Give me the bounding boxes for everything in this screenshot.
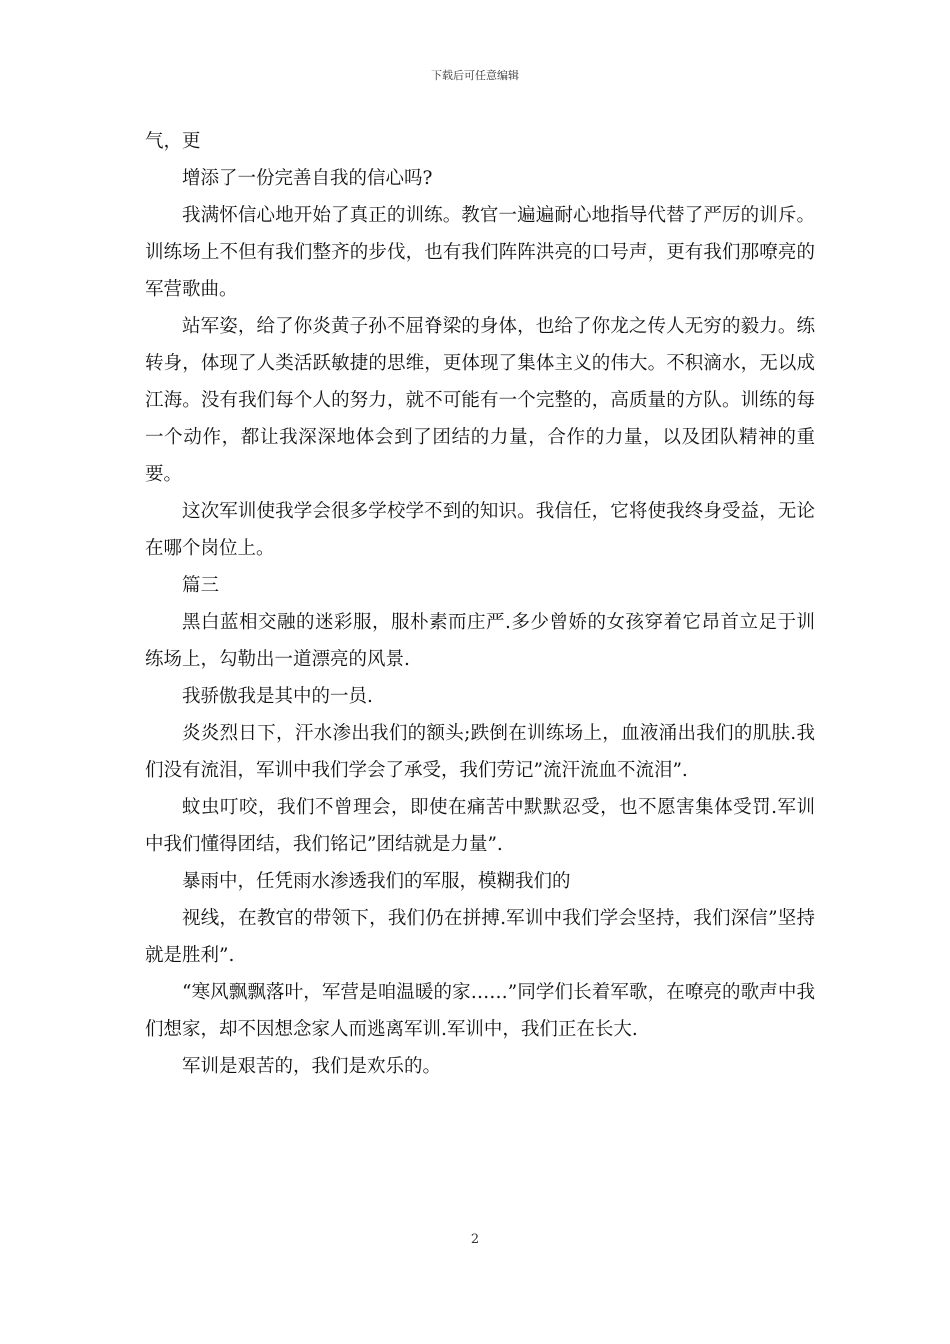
paragraph: 增添了一份完善自我的信心吗? [182, 168, 433, 189]
section-heading: 篇三 [182, 575, 220, 596]
paragraph: 炎炎烈日下，汗水渗出我们的额头;跌倒在训练场上，血液涌出我们的肌肤.我们没有流泪，军训中我们学会了承受，我们劳记”流汗流血不流泪”. [145, 723, 815, 781]
page-number: 2 [470, 1232, 480, 1247]
paragraph: “寒风飘飘落叶，军营是咱温暖的家……”同学们长着军歌，在嘹亮的歌声中我们想家，却不因想念家人而逃离军训.军训中，我们正在长大. [145, 982, 815, 1040]
paragraph: 蚊虫叮咬，我们不曾理会，即使在痛苦中默默忍受，也不愿害集体受罚.军训中我们懂得团结，我们铭记”团结就是力量”. [145, 797, 815, 855]
paragraph: 暴雨中，任凭雨水渗透我们的军服，模糊我们的 [182, 871, 571, 892]
paragraph: 我骄傲我是其中的一员. [182, 686, 373, 707]
paragraph: 黑白蓝相交融的迷彩服，服朴素而庄严.多少曾娇的女孩穿着它昂首立足于训练场上，勾勒出一道漂亮的风景. [145, 612, 815, 670]
paragraph: 视线，在教官的带领下，我们仍在拼搏.军训中我们学会坚持，我们深信”坚持就是胜利”. [145, 908, 815, 966]
document-body [145, 123, 815, 1085]
paragraph: 站军姿，给了你炎黄子孙不屈脊梁的身体，也给了你龙之传人无穷的毅力。练转身，体现了人类活跃敏捷的思维，更体现了集体主义的伟大。不积滴水，无以成江海。没有我们每个人的努力，就不可能有一个完整的，高质量的方队。训练的每一个动作，都让我深深地体会到了团结的力量，合作的力量，以及团队精神的重要。 [145, 316, 815, 485]
paragraph: 我满怀信心地开始了真正的训练。教官一遍遍耐心地指导代替了严厉的训斥。训练场上不但有我们整齐的步伐，也有我们阵阵洪亮的口号声，更有我们那嘹亮的军营歌曲。 [145, 205, 815, 300]
paragraph: 气，更 [145, 131, 201, 152]
paragraph: 这次军训使我学会很多学校学不到的知识。我信任，它将使我终身受益，无论在哪个岗位上。 [145, 501, 815, 559]
paragraph: 军训是艰苦的，我们是欢乐的。 [182, 1056, 442, 1077]
page-header: 下载后可任意编辑 [431, 69, 519, 82]
